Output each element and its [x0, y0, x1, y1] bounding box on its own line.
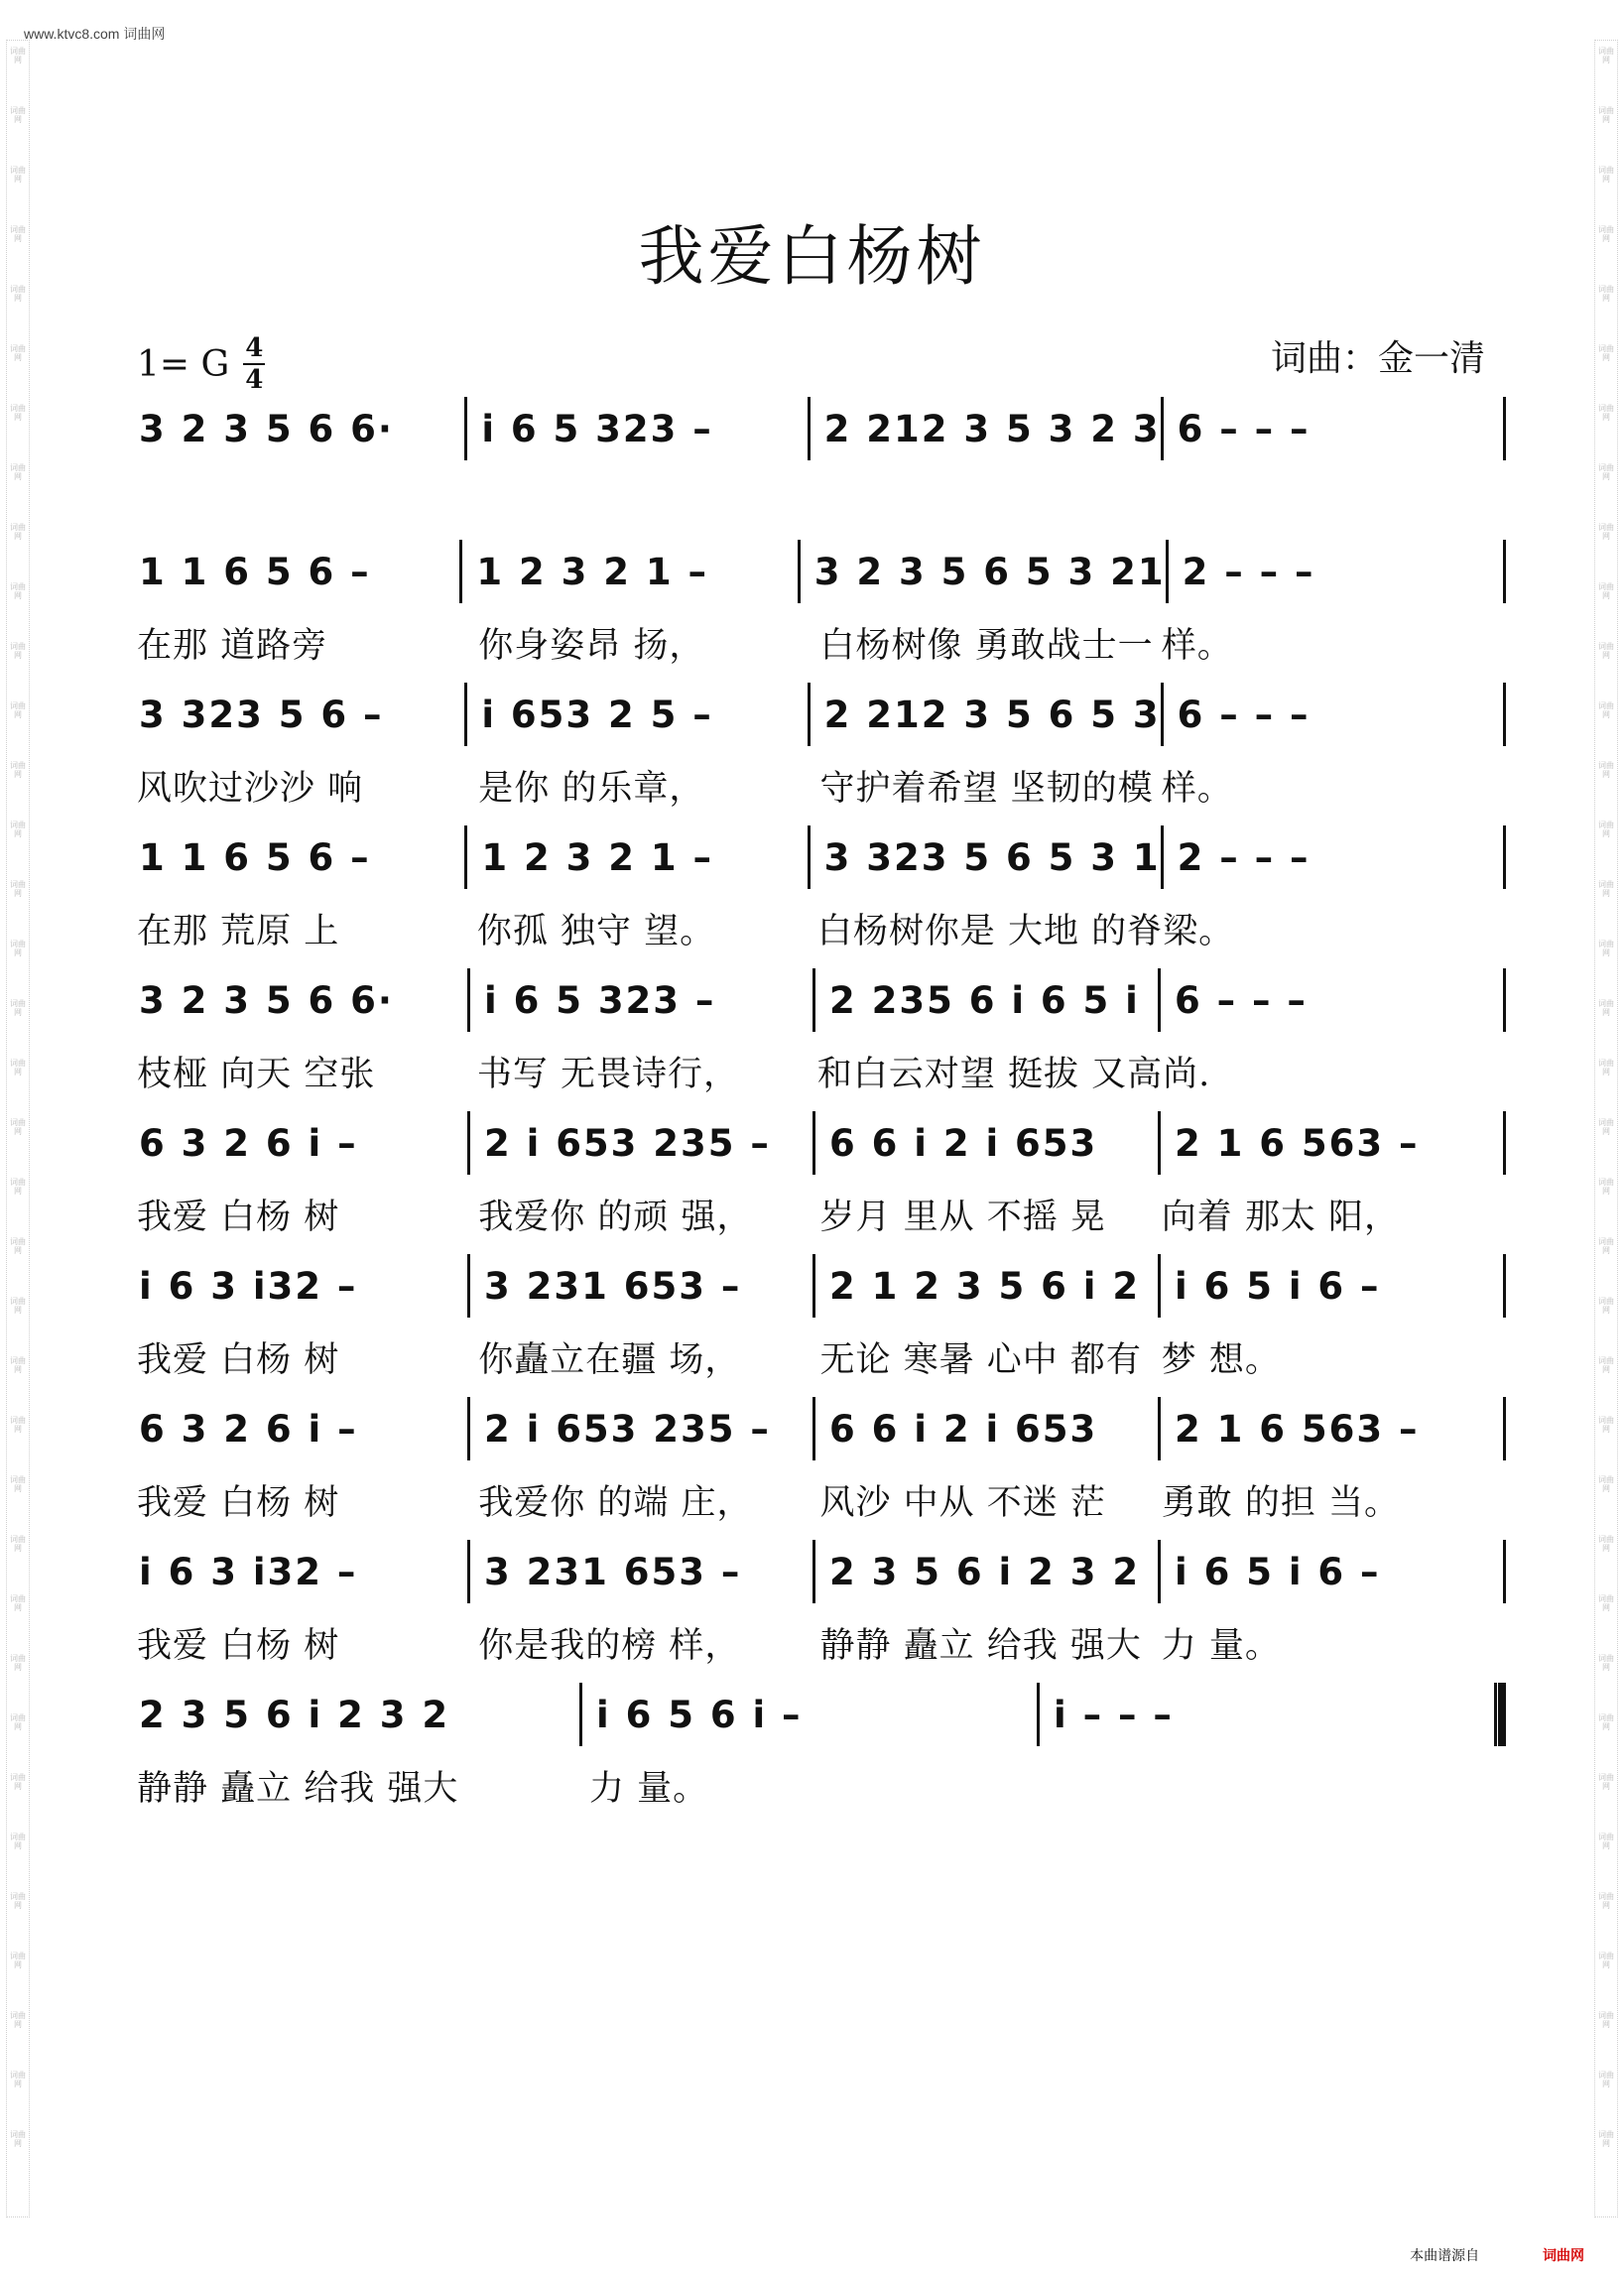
- measure-notes: i 6 5 i 6 –: [1175, 1264, 1381, 1308]
- lyric-segment: 我爱你 的顽 强，: [478, 1198, 753, 1237]
- watermark-text: 词曲网: [10, 463, 26, 481]
- barline: [1503, 1397, 1506, 1460]
- score: [137, 397, 1506, 1826]
- footer-brand: 词曲网: [1543, 2247, 1584, 2263]
- watermark-text: 词曲网: [1598, 1356, 1614, 1374]
- watermark-text: 词曲网: [10, 47, 26, 64]
- score-system: [137, 683, 1506, 825]
- measure-notes: 2 1 6 563 –: [1175, 1407, 1420, 1451]
- score-system: [137, 540, 1506, 683]
- site-header: www.ktvc8.com 词曲网: [24, 26, 166, 42]
- measure: [137, 1111, 467, 1175]
- measure-notes: i – – –: [1054, 1693, 1174, 1736]
- watermark-text: 词曲网: [10, 1297, 26, 1315]
- measure: [798, 540, 1166, 603]
- credit: 词曲：金一清: [1270, 338, 1485, 379]
- measure-notes: 3 2 3 5 6 5 3 21: [813, 550, 1166, 593]
- measure-notes: 2 – – –: [1177, 835, 1311, 879]
- measure-notes: 1 1 6 5 6 –: [139, 835, 371, 879]
- notes-row: [137, 540, 1506, 603]
- measure-notes: 1 1 6 5 6 –: [139, 550, 371, 593]
- score-system: [137, 1397, 1506, 1540]
- watermark-text: 词曲网: [10, 761, 26, 779]
- lyric-segment: 静静 矗立 给我 强大: [137, 1769, 459, 1809]
- measure: [137, 968, 467, 1032]
- measure-notes: 6 – – –: [1177, 693, 1311, 736]
- measure: [808, 397, 1161, 460]
- lyric-segment: 力 量。: [1161, 1626, 1281, 1666]
- lyric-segment: 我爱 白杨 树: [137, 1483, 340, 1523]
- lyric-segment: 你孤 独守 望。: [476, 912, 716, 951]
- measure-notes: i 653 2 5 –: [481, 693, 713, 736]
- watermark-text: 词曲网: [1598, 1535, 1614, 1553]
- watermark-text: 词曲网: [1598, 1059, 1614, 1076]
- watermark-text: 词曲网: [10, 821, 26, 838]
- measure-notes: 3 2 3 5 6 6·: [139, 978, 394, 1022]
- score-system: [137, 1111, 1506, 1254]
- watermark-text: 词曲网: [1598, 582, 1614, 600]
- watermark-text: 词曲网: [1598, 463, 1614, 481]
- measure-notes: 6 6 i 2 i 653: [829, 1407, 1098, 1451]
- lyric-segment: 岁月 里从 不摇 晃: [819, 1198, 1106, 1237]
- watermark-text: 词曲网: [1598, 821, 1614, 838]
- lyric-segment: 向着 那太 阳，: [1161, 1198, 1401, 1237]
- measure: [1161, 825, 1503, 889]
- lyric-segment: 样。: [1161, 769, 1233, 809]
- left-watermark-strip: [6, 40, 30, 2217]
- measure: [812, 1397, 1158, 1460]
- lyric-segment: 静静 矗立 给我 强大: [819, 1626, 1142, 1666]
- lyrics-row: [137, 1318, 1506, 1397]
- lyric-segment: 白杨树你是 大地 的脊: [816, 912, 1164, 951]
- measure: [137, 540, 459, 603]
- measure-notes: 2 212 3 5 6 5 3: [823, 693, 1161, 736]
- lyric-segment: 勇敢 的担 当。: [1161, 1483, 1401, 1523]
- measure: [1158, 1111, 1503, 1175]
- watermark-text: 词曲网: [1598, 880, 1614, 898]
- lyrics-row: [137, 1460, 1506, 1540]
- barline: [1503, 683, 1506, 746]
- watermark-text: 词曲网: [10, 582, 26, 600]
- watermark-text: 词曲网: [10, 1773, 26, 1791]
- footer: [1410, 2245, 1584, 2265]
- watermark-text: 词曲网: [10, 999, 26, 1017]
- lyric-segment: 力 量。: [589, 1769, 709, 1809]
- measure-notes: i 6 3 i32 –: [139, 1264, 358, 1308]
- lyric-segment: 我爱 白杨 树: [137, 1198, 340, 1237]
- watermark-text: 词曲网: [10, 1654, 26, 1672]
- measure: [579, 1683, 1037, 1746]
- watermark-text: 词曲网: [10, 2011, 26, 2029]
- watermark-text: 词曲网: [1598, 1475, 1614, 1493]
- watermark-text: 词曲网: [1598, 344, 1614, 362]
- measure-notes: 6 – – –: [1175, 978, 1308, 1022]
- watermark-text: 词曲网: [10, 1416, 26, 1434]
- measure: [1161, 397, 1503, 460]
- watermark-text: 词曲网: [10, 1535, 26, 1553]
- lyric-segment: 风沙 中从 不迷 茫: [819, 1483, 1106, 1523]
- watermark-text: 词曲网: [10, 1952, 26, 1969]
- lyric-segment: 你是我的榜 样，: [478, 1626, 741, 1666]
- watermark-text: 词曲网: [10, 285, 26, 303]
- measure: [1161, 683, 1503, 746]
- measure: [467, 1397, 812, 1460]
- notes-row: [137, 825, 1506, 889]
- measure: [137, 1397, 467, 1460]
- watermark-text: 词曲网: [1598, 166, 1614, 184]
- measure: [137, 1683, 579, 1746]
- measure: [137, 1254, 467, 1318]
- measure: [137, 397, 464, 460]
- watermark-text: 词曲网: [1598, 285, 1614, 303]
- watermark-text: 词曲网: [10, 1237, 26, 1255]
- measure: [137, 683, 464, 746]
- lyrics-row: [137, 1032, 1506, 1111]
- measure-notes: 6 3 2 6 i –: [139, 1407, 358, 1451]
- measure-notes: i 6 5 i 6 –: [1175, 1550, 1381, 1593]
- barline: [1503, 825, 1506, 889]
- watermark-text: 词曲网: [1598, 2071, 1614, 2088]
- watermark-text: 词曲网: [10, 1892, 26, 1910]
- score-system: [137, 397, 1506, 540]
- watermark-text: 词曲网: [1598, 1297, 1614, 1315]
- watermark-text: 词曲网: [10, 404, 26, 422]
- lyric-segment: 我爱你 的端 庄，: [478, 1483, 753, 1523]
- measure-notes: 2 235 6 i 6 5 i: [829, 978, 1140, 1022]
- measure-notes: 2 1 6 563 –: [1175, 1121, 1420, 1165]
- watermark-text: 词曲网: [10, 701, 26, 719]
- measure: [812, 1111, 1158, 1175]
- lyric-segment: 我爱 白杨 树: [137, 1626, 340, 1666]
- score-system: [137, 825, 1506, 968]
- time-signature: [243, 335, 265, 393]
- lyrics-row: [137, 746, 1506, 825]
- measure: [812, 1254, 1158, 1318]
- watermark-text: 词曲网: [1598, 642, 1614, 660]
- measure: [808, 825, 1161, 889]
- right-watermark-strip: [1594, 40, 1618, 2217]
- measure-notes: i 6 5 6 i –: [596, 1693, 803, 1736]
- watermark-text: 词曲网: [10, 225, 26, 243]
- lyric-segment: 是你 的乐章，: [478, 769, 705, 809]
- score-system: [137, 1254, 1506, 1397]
- watermark-text: 词曲网: [10, 1475, 26, 1493]
- measure: [1037, 1683, 1494, 1746]
- watermark-text: 词曲网: [1598, 1952, 1614, 1969]
- score-system: [137, 1540, 1506, 1683]
- measure: [1158, 1397, 1503, 1460]
- notes-row: [137, 1540, 1506, 1603]
- measure: [464, 825, 807, 889]
- watermark-text: 词曲网: [10, 880, 26, 898]
- measure-notes: 3 231 653 –: [484, 1264, 742, 1308]
- lyric-segment: 白杨树像 勇敢战士一: [819, 626, 1154, 666]
- watermark-text: 词曲网: [10, 642, 26, 660]
- watermark-text: 词曲网: [1598, 761, 1614, 779]
- watermark-text: 词曲网: [1598, 940, 1614, 957]
- measure: [137, 825, 464, 889]
- footer-source: 本曲谱源自: [1410, 2247, 1480, 2263]
- lyric-segment: 枝桠 向天 空张: [137, 1055, 376, 1094]
- watermark-text: 词曲网: [1598, 1416, 1614, 1434]
- watermark-text: 词曲网: [1598, 2011, 1614, 2029]
- key-signature: [137, 329, 265, 399]
- watermark-text: 词曲网: [1598, 1654, 1614, 1672]
- lyrics-row: [137, 1175, 1506, 1254]
- watermark-text: 词曲网: [1598, 999, 1614, 1017]
- notes-row: [137, 397, 1506, 460]
- watermark-text: 词曲网: [10, 1594, 26, 1612]
- measure-notes: 2 3 5 6 i 2 3 2: [829, 1550, 1141, 1593]
- measure-notes: 2 1 2 3 5 6 i 2: [829, 1264, 1141, 1308]
- measure: [1166, 540, 1503, 603]
- barline: [1503, 1254, 1506, 1318]
- notes-row: [137, 1683, 1506, 1746]
- barline: [1503, 540, 1506, 603]
- measure: [467, 1254, 812, 1318]
- measure-notes: 2 i 653 235 –: [484, 1121, 771, 1165]
- barline: [1503, 397, 1506, 460]
- key-label: 1= G: [137, 343, 230, 385]
- measure: [464, 397, 807, 460]
- measure-notes: 2 i 653 235 –: [484, 1407, 771, 1451]
- measure: [137, 1540, 467, 1603]
- watermark-text: 词曲网: [1598, 523, 1614, 541]
- measure: [1158, 968, 1503, 1032]
- lyrics-row: [137, 460, 1506, 540]
- lyric-segment: 和白云对望 挺拔 又高: [816, 1055, 1164, 1094]
- watermark-text: 词曲网: [1598, 1237, 1614, 1255]
- measure: [808, 683, 1161, 746]
- notes-row: [137, 1254, 1506, 1318]
- measure-notes: 3 231 653 –: [484, 1550, 742, 1593]
- measure-notes: 3 2 3 5 6 6·: [139, 407, 394, 450]
- watermark-text: 词曲网: [1598, 2130, 1614, 2148]
- measure-notes: 6 3 2 6 i –: [139, 1121, 358, 1165]
- watermark-text: 词曲网: [10, 1059, 26, 1076]
- watermark-text: 词曲网: [1598, 225, 1614, 243]
- lyric-segment: 你身姿昂 扬，: [478, 626, 705, 666]
- lyrics-row: [137, 603, 1506, 683]
- watermark-text: 词曲网: [1598, 47, 1614, 64]
- lyrics-row: [137, 889, 1506, 968]
- song-title: 我爱白杨树: [638, 218, 986, 295]
- measure-notes: i 6 3 i32 –: [139, 1550, 358, 1593]
- watermark-text: 词曲网: [10, 1833, 26, 1850]
- watermark-text: 词曲网: [10, 1118, 26, 1136]
- watermark-text: 词曲网: [10, 1713, 26, 1731]
- measure: [467, 1111, 812, 1175]
- lyric-segment: 在那 荒原 上: [137, 912, 340, 951]
- measure-notes: 1 2 3 2 1 –: [476, 550, 709, 593]
- measure: [467, 1540, 812, 1603]
- measure-notes: 6 6 i 2 i 653: [829, 1121, 1098, 1165]
- watermark-text: 词曲网: [1598, 1178, 1614, 1196]
- measure-notes: i 6 5 323 –: [481, 407, 713, 450]
- measure: [812, 968, 1158, 1032]
- lyric-segment: 样。: [1161, 626, 1233, 666]
- watermark-text: 词曲网: [1598, 701, 1614, 719]
- lyric-segment: 尚.: [1163, 1055, 1211, 1094]
- watermark-text: 词曲网: [10, 344, 26, 362]
- lyric-segment: 书写 无畏诗行，: [476, 1055, 740, 1094]
- watermark-text: 词曲网: [10, 106, 26, 124]
- lyric-segment: 你矗立在疆 场，: [478, 1340, 741, 1380]
- watermark-text: 词曲网: [1598, 1892, 1614, 1910]
- final-barline: [1494, 1683, 1506, 1746]
- measure-notes: 3 323 5 6 5 3 1: [823, 835, 1161, 879]
- measure-notes: i 6 5 323 –: [484, 978, 716, 1022]
- measure-notes: 6 – – –: [1177, 407, 1311, 450]
- barline: [1503, 968, 1506, 1032]
- measure-notes: 2 3 5 6 i 2 3 2: [139, 1693, 450, 1736]
- measure-notes: 2 – – –: [1182, 550, 1315, 593]
- watermark-text: 词曲网: [10, 523, 26, 541]
- lyrics-row: [137, 1746, 1506, 1826]
- measure-notes: 3 323 5 6 –: [139, 693, 384, 736]
- lyric-segment: 无论 寒暑 心中 都有: [819, 1340, 1142, 1380]
- notes-row: [137, 968, 1506, 1032]
- measure: [459, 540, 797, 603]
- notes-row: [137, 1397, 1506, 1460]
- watermark-text: 词曲网: [10, 2071, 26, 2088]
- notes-row: [137, 683, 1506, 746]
- lyric-segment: 守护着希望 坚韧的模: [819, 769, 1154, 809]
- measure: [812, 1540, 1158, 1603]
- measure: [464, 683, 807, 746]
- lyric-segment: 风吹过沙沙 响: [137, 769, 364, 809]
- time-sig-bottom: 4: [245, 365, 264, 395]
- lyric-segment: 我爱 白杨 树: [137, 1340, 340, 1380]
- watermark-text: 词曲网: [10, 1356, 26, 1374]
- lyric-segment: 梁。: [1163, 912, 1235, 951]
- barline: [1503, 1540, 1506, 1603]
- measure: [1158, 1540, 1503, 1603]
- measure-notes: 2 212 3 5 3 2 3: [823, 407, 1161, 450]
- lyrics-row: [137, 1603, 1506, 1683]
- measure: [467, 968, 812, 1032]
- watermark-text: 词曲网: [1598, 106, 1614, 124]
- score-system: [137, 968, 1506, 1111]
- measure: [1158, 1254, 1503, 1318]
- watermark-text: 词曲网: [1598, 404, 1614, 422]
- watermark-text: 词曲网: [10, 1178, 26, 1196]
- notes-row: [137, 1111, 1506, 1175]
- watermark-text: 词曲网: [1598, 1118, 1614, 1136]
- watermark-text: 词曲网: [10, 166, 26, 184]
- watermark-text: 词曲网: [1598, 1773, 1614, 1791]
- lyric-segment: 在那 道路旁: [137, 626, 328, 666]
- barline: [1503, 1111, 1506, 1175]
- watermark-text: 词曲网: [1598, 1713, 1614, 1731]
- watermark-text: 词曲网: [10, 940, 26, 957]
- score-system: [137, 1683, 1506, 1826]
- watermark-text: 词曲网: [10, 2130, 26, 2148]
- watermark-text: 词曲网: [1598, 1833, 1614, 1850]
- watermark-text: 词曲网: [1598, 1594, 1614, 1612]
- time-sig-top: 4: [245, 333, 264, 363]
- measure-notes: 1 2 3 2 1 –: [481, 835, 713, 879]
- lyric-segment: 梦 想。: [1161, 1340, 1281, 1380]
